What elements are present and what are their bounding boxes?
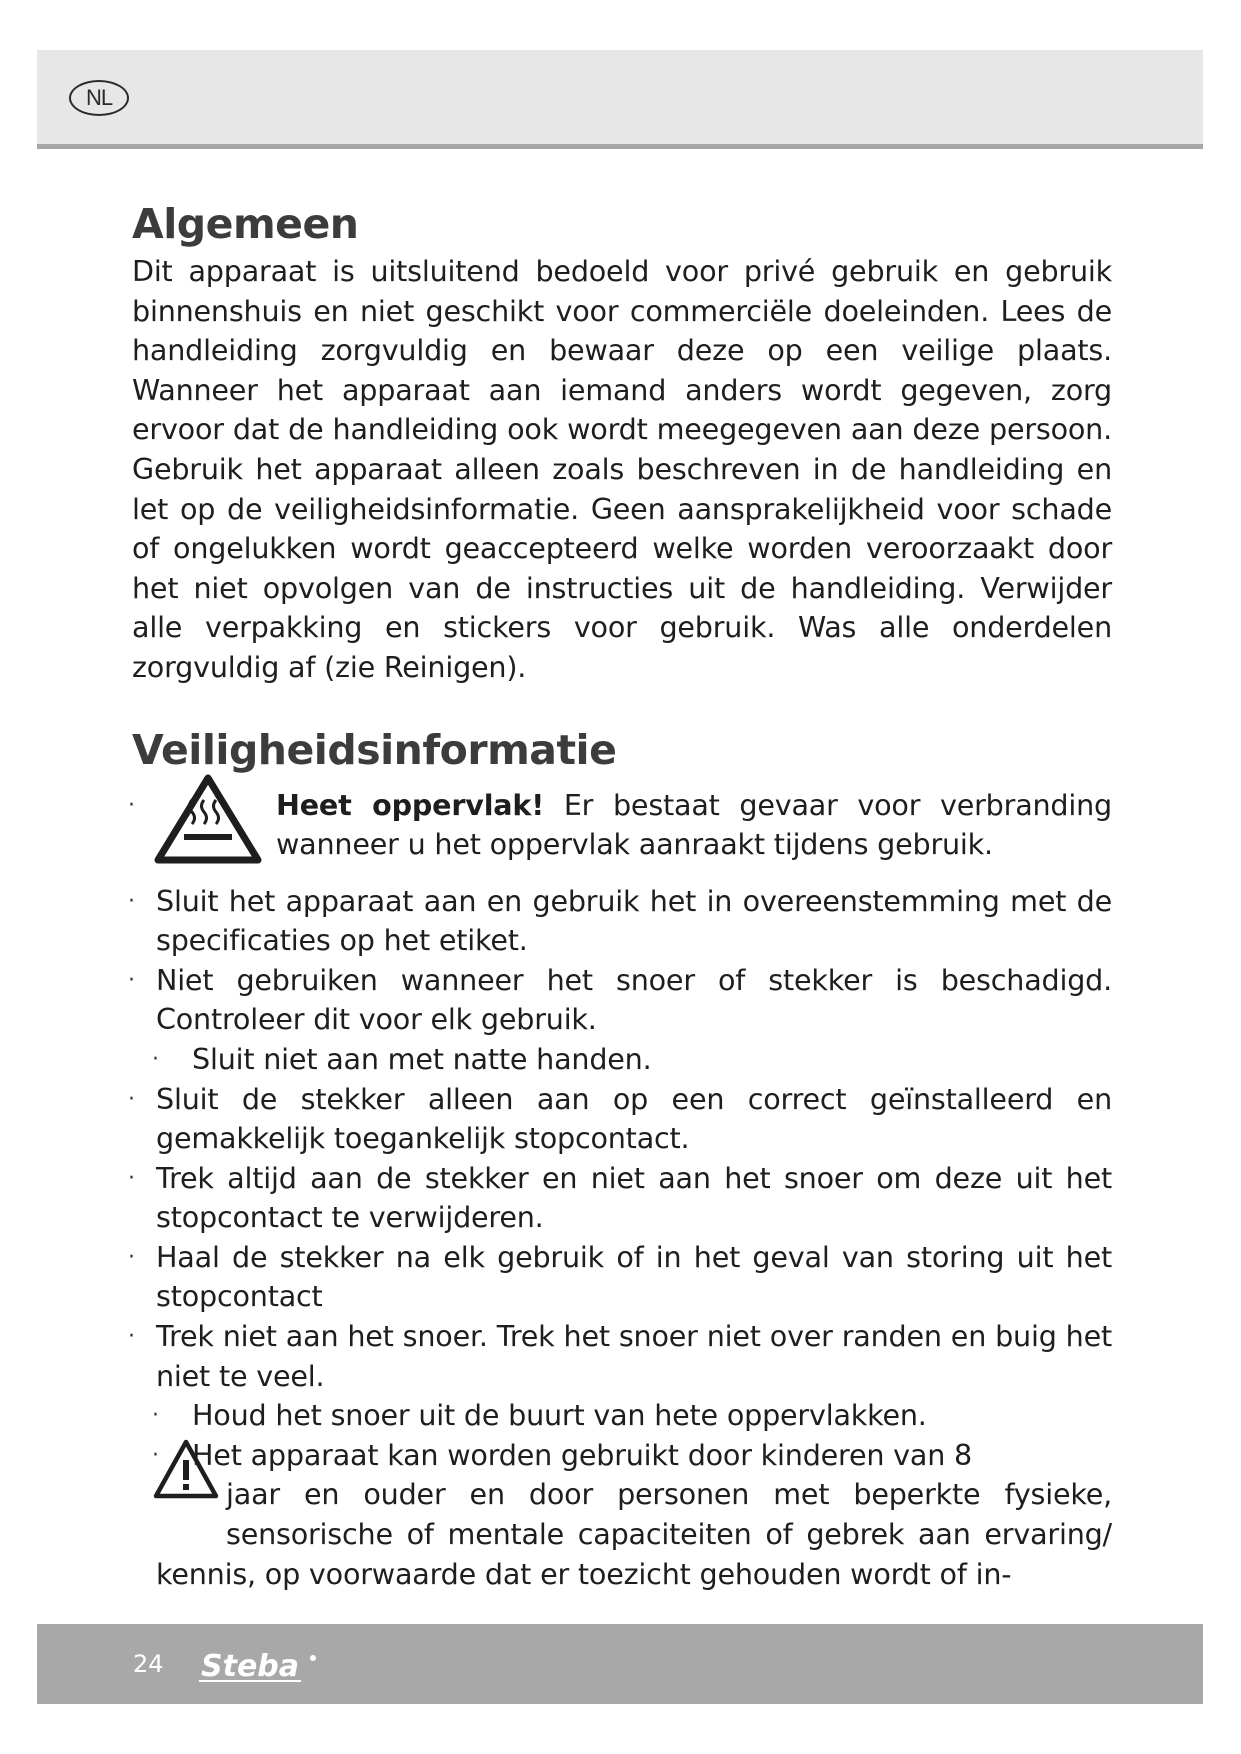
- general-warning-icon: [152, 1475, 220, 1541]
- general-paragraph: Dit apparaat is uitsluitend bedoeld voor privé gebruik en gebruik binnenshuis en niet geschikt voor commerciële doeleinden. Lees de handleiding zorgvuldig en bewaar deze op een veilige plaats. Wanneer het apparaat aan iemand anders wordt gegeven, zorg ervoor dat de handleiding ook wordt meegegeven aan deze persoon. Gebruik het apparaat alleen zoals beschreven in de handleiding en let op de veiligheidsinformatie. Geen aansprakelijkheid voor schade of ongelukken wordt geaccepteerd welke worden veroorzaakt door het niet opvolgen van de instructies uit de handleiding. Verwijder alle verpakking en stickers voor gebruik. Was alle onderdelen zorgvuldig af (zie Reinigen).: [132, 254, 1112, 684]
- hot-surface-text: Er bestaat gevaar voor verbranding wanneer u het oppervlak aanraakt tijdens gebruik.: [276, 787, 1112, 862]
- hot-surface-warning-icon: [154, 772, 262, 868]
- list-item-hot-surface: [128, 786, 1112, 878]
- list-item: · Trek niet aan het snoer. Trek het snoer niet over randen en buig het niet te veel.: [128, 1319, 1112, 1393]
- list-item: · Sluit de stekker alleen aan op een correct geïnstalleerd en gemakkelijk toegankelijk stopcontact.: [128, 1081, 1112, 1156]
- warning-text-lead: Het apparaat kan worden gebruikt door kinderen van 8: [192, 1437, 973, 1472]
- list-item: · Sluit het apparaat aan en gebruik het in overeenstemming met de specificaties op het etiket.: [128, 883, 1112, 958]
- hot-surface-label: Heet oppervlak!: [276, 787, 545, 822]
- page-number: 24: [133, 1650, 164, 1678]
- bullet: ·: [152, 1442, 159, 1468]
- warning-text-rest: jaar en ouder en door personen met beperkte fysieke, sensorische of mentale capaciteiten of gebrek aan ervaring/ kennis, op voorwaarde dat er toezicht gehouden wordt of in-: [156, 1477, 1112, 1591]
- list-item-warning: [132, 1436, 1112, 1594]
- list-item: · Haal de stekker na elk gebruik of in het geval van storing uit het stopcontact: [128, 1239, 1112, 1314]
- list-item: · Trek altijd aan de stekker en niet aan het snoer om deze uit het stopcontact te verwijderen.: [128, 1160, 1112, 1235]
- safety-list: [128, 786, 1112, 1595]
- page-content: [128, 200, 1112, 1594]
- list-item: · Sluit niet aan met natte handen.: [152, 1041, 652, 1076]
- bullet: ·: [128, 792, 135, 818]
- steba-logo: [197, 1646, 321, 1686]
- list-item: · Niet gebruiken wanneer het snoer of stekker is beschadigd. Controleer dit voor elk gebruik.: [128, 962, 1112, 1037]
- list-item: · Houd het snoer uit de buurt van hete oppervlakken.: [152, 1398, 927, 1433]
- svg-text:Steba: Steba: [201, 1649, 300, 1684]
- section-title-safety: Veiligheidsinformatie: [132, 725, 617, 774]
- header-bar: [37, 50, 1203, 149]
- language-badge: NL: [69, 80, 129, 116]
- footer-bar: [37, 1624, 1203, 1704]
- section-title-general: Algemeen: [132, 200, 359, 248]
